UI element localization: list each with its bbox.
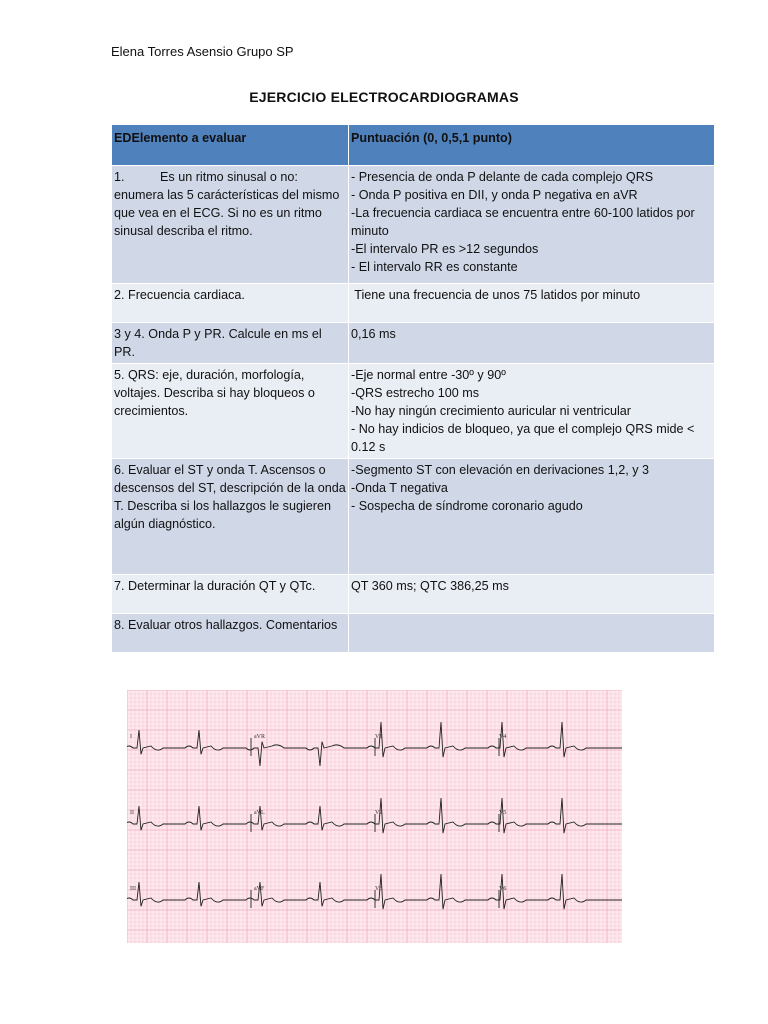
author-name: Elena Torres Asensio Grupo SP [111, 44, 294, 59]
row-1-text: Es un ritmo sinusal o no: enumera las 5 carácterísticas del mismo que vea en el ECG. Si no es un ritmo sinusal describa el ritmo. [114, 170, 340, 238]
lead-label: V1 [375, 734, 383, 740]
row-3-answer: 0,16 ms [349, 323, 715, 364]
row-8-item: 8. Evaluar otros hallazgos. Comentarios [112, 614, 349, 653]
answer-line: - Presencia de onda P delante de cada complejo QRS [351, 170, 654, 184]
evaluation-table [111, 124, 715, 653]
table-row [112, 284, 715, 323]
answer-line: -La frecuencia cardiaca se encuentra entre 60-100 latidos por minuto [351, 206, 695, 238]
answer-line: -Segmento ST con elevación en derivaciones 1,2, y 3 [351, 463, 649, 477]
lead-label: V4 [499, 734, 507, 740]
row-3-item: 3 y 4. Onda P y PR. Calcule en ms el PR. [112, 323, 349, 364]
lead-label: aVL [254, 810, 265, 816]
answer-line: -No hay ningún crecimiento auricular ni ventricular [351, 404, 631, 418]
column-header-score: Puntuación (0, 0,5,1 punto) [349, 125, 715, 166]
answer-line: -Onda T negativa [351, 481, 448, 495]
row-6-item [112, 459, 349, 575]
table-row [112, 323, 715, 364]
answer-line: -El intervalo PR es >12 segundos [351, 242, 539, 256]
answer-line: - Sospecha de síndrome coronario agudo [351, 499, 583, 513]
table-header-row [112, 125, 715, 166]
row-1-answer [349, 166, 715, 284]
lead-label: II [130, 810, 134, 816]
row-5-answer [349, 364, 715, 459]
row-1-item [112, 166, 349, 284]
table-row [112, 614, 715, 653]
lead-label: V5 [499, 810, 507, 816]
document-title: EJERCICIO ELECTROCARDIOGRAMAS [249, 89, 519, 105]
item-line: T. Describa si los hallazgos le sugieren algún diagnóstico. [114, 499, 331, 531]
answer-line: - No hay indicios de bloqueo, ya que el complejo QRS mide < 0.12 s [351, 422, 695, 454]
lead-label: I [130, 734, 132, 740]
table-row [112, 575, 715, 614]
ecg-strip-image [127, 690, 622, 943]
lead-label: V3 [375, 886, 383, 892]
lead-label: aVR [254, 734, 265, 740]
row-7-item: 7. Determinar la duración QT y QTc. [112, 575, 349, 614]
answer-line: -QRS estrecho 100 ms [351, 386, 480, 400]
row-7-answer: QT 360 ms; QTC 386,25 ms [349, 575, 715, 614]
row-2-answer: Tiene una frecuencia de unos 75 latidos por minuto [349, 284, 715, 323]
table-row [112, 166, 715, 284]
column-header-element: EDElemento a evaluar [112, 125, 349, 166]
row-6-answer [349, 459, 715, 575]
table-row [112, 459, 715, 575]
answer-line: - El intervalo RR es constante [351, 260, 518, 274]
item-line: 6. Evaluar el ST y onda T. Ascensos o descensos del ST, descripción de la onda [114, 463, 346, 495]
lead-label: aVF [254, 886, 265, 892]
table-row [112, 364, 715, 459]
row-1-number: 1. [114, 170, 125, 184]
answer-line: - Onda P positiva en DII, y onda P negativa en aVR [351, 188, 638, 202]
row-2-item: 2. Frecuencia cardiaca. [112, 284, 349, 323]
lead-label: III [130, 886, 136, 892]
row-5-item: 5. QRS: eje, duración, morfología, voltajes. Describa si hay bloqueos o crecimientos. [112, 364, 349, 459]
lead-label: V2 [375, 810, 383, 816]
lead-label: V6 [499, 886, 507, 892]
row-8-answer [349, 614, 715, 653]
answer-line: -Eje normal entre -30º y 90º [351, 368, 506, 382]
